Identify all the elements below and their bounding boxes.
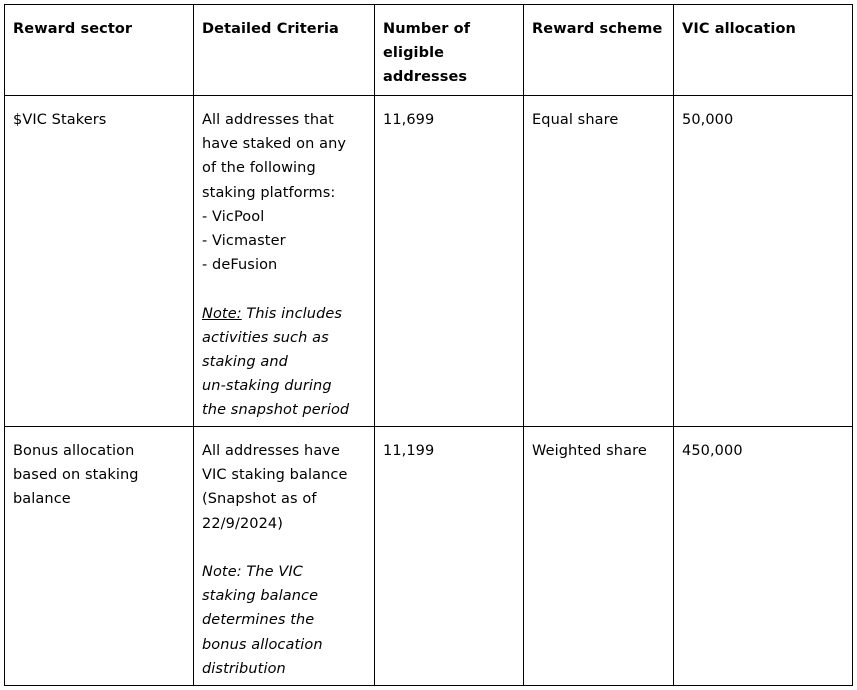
cell-allocation: 450,000 [674, 427, 853, 686]
cell-sector: $VIC Stakers [5, 96, 194, 427]
criteria-text: All addresses have VIC staking balance (Snapshot as of 22/9/2024) [202, 443, 348, 532]
table-header-row [5, 5, 853, 96]
cell-eligible: 11,199 [375, 427, 524, 686]
cell-sector: Bonus allocation based on staking balance [5, 427, 194, 686]
cell-criteria [194, 427, 375, 686]
table-row [5, 96, 853, 427]
table-row [5, 427, 853, 686]
header-vic-allocation: VIC allocation [674, 5, 853, 96]
note-label: Note: [202, 564, 242, 581]
note-label: Note: [202, 305, 242, 322]
header-eligible-addresses: Number of eligible addresses [375, 5, 524, 96]
criteria-text: All addresses that have staked on any of the following staking platforms: - VicPool - Vicmaster - deFusion [202, 112, 347, 274]
reward-table [4, 4, 853, 686]
note-text: This includes activities such as staking and un-staking during the snapshot period [202, 305, 350, 419]
header-reward-scheme: Reward scheme [524, 5, 674, 96]
cell-eligible: 11,699 [375, 96, 524, 427]
cell-scheme: Equal share [524, 96, 674, 427]
cell-allocation: 50,000 [674, 96, 853, 427]
cell-scheme: Weighted share [524, 427, 674, 686]
note-text: The VIC staking balance determines the bonus allocation distribution [202, 564, 323, 677]
header-detailed-criteria: Detailed Criteria [194, 5, 375, 96]
header-reward-sector: Reward sector [5, 5, 194, 96]
cell-criteria [194, 96, 375, 427]
